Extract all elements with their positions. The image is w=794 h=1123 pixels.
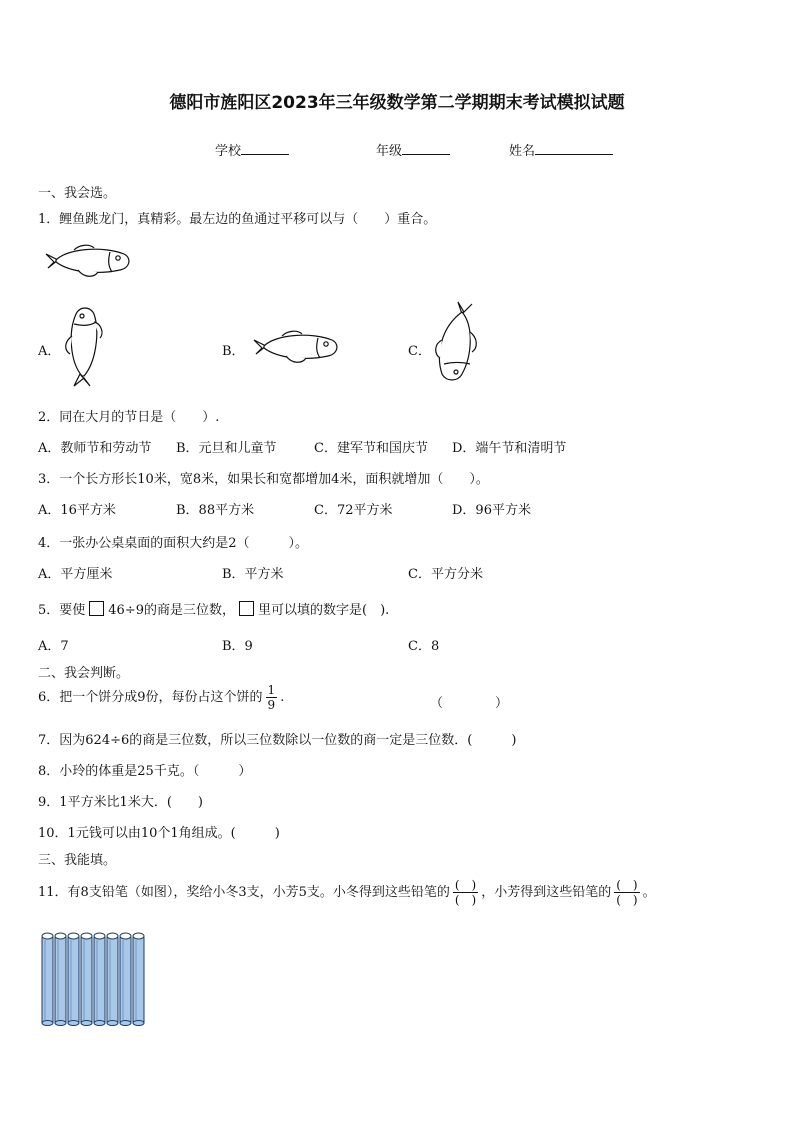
- name-field: [509, 140, 613, 159]
- name-label: 姓名: [509, 144, 536, 159]
- fish-option-a-image: [60, 302, 110, 388]
- q11-text-1: 11．有8支铅笔（如图），奖给小冬3支，小芳5支。小冬得到这些铅笔的: [38, 885, 450, 900]
- q3-option-b[interactable]: B．88平方米: [176, 503, 255, 518]
- q11-text-end: 。: [642, 885, 656, 900]
- q4-option-c[interactable]: C．平方分米: [408, 567, 483, 582]
- pencil-icon: [94, 933, 105, 1026]
- question-7: 7．因为624÷6的商是三位数，所以三位数除以一位数的商一定是三位数．( ): [38, 733, 517, 748]
- school-field: [215, 140, 289, 159]
- question-3: 3．一个长方形长10米，宽8米，如果长和宽都增加4米，面积就增加（ ）。: [38, 472, 489, 487]
- q4-option-a[interactable]: A．平方厘米: [38, 567, 113, 582]
- q1-option-a[interactable]: A．: [38, 344, 61, 359]
- q3-option-c[interactable]: C．72平方米: [314, 503, 393, 518]
- pencil-icon: [81, 933, 92, 1026]
- grade-label: 年级: [376, 144, 403, 159]
- pencil-icon: [55, 933, 66, 1026]
- school-blank[interactable]: [241, 142, 289, 155]
- question-2: 2．同在大月的节日是（ ）.: [38, 410, 220, 425]
- pencil-group: [42, 933, 144, 1026]
- pencil-icon: [120, 933, 131, 1026]
- page-title: 德阳市旌阳区2023年三年级数学第二学期期末考试模拟试题: [169, 93, 625, 113]
- q11-fraction-2[interactable]: [614, 878, 639, 907]
- q2-option-d[interactable]: D．端午节和清明节: [452, 441, 567, 456]
- fish-option-b-image: [252, 326, 342, 370]
- q6-text-end: .: [280, 690, 285, 705]
- q5-text-pre: 5．要使: [38, 603, 86, 618]
- question-11: [38, 878, 656, 907]
- q5-option-b[interactable]: B．9: [222, 639, 253, 654]
- section-heading-judge: 二、我会判断。: [38, 666, 130, 681]
- q11-fraction-1-denominator: ( ): [454, 893, 477, 907]
- q5-text-mid: 46÷9的商是三位数，: [108, 603, 235, 618]
- q11-fraction-2-denominator: ( ): [616, 893, 638, 907]
- q6-answer-blank[interactable]: （ ）: [430, 696, 509, 711]
- q6-fraction-denominator: 9: [267, 698, 276, 712]
- section-heading-choose: 一、我会选。: [38, 186, 117, 201]
- q3-option-d[interactable]: D．96平方米: [452, 503, 531, 518]
- q1-option-b[interactable]: B．: [222, 344, 245, 359]
- q3-option-a[interactable]: A．16平方米: [38, 503, 116, 518]
- q1-option-c[interactable]: C．: [408, 344, 431, 359]
- q5-text-post: 里可以填的数字是( ).: [258, 603, 390, 618]
- q4-option-b[interactable]: B．平方米: [222, 567, 284, 582]
- question-9: 9．1平方米比1米大．( ): [38, 795, 203, 810]
- q5-blank-box-1[interactable]: [89, 601, 104, 616]
- q5-option-a[interactable]: A．7: [38, 639, 69, 654]
- q6-fraction: [266, 683, 278, 712]
- school-label: 学校: [215, 144, 242, 159]
- pencil-icon: [133, 933, 144, 1026]
- q6-text: 6．把一个饼分成9份，每份占这个饼的: [38, 690, 263, 705]
- name-blank[interactable]: [535, 142, 613, 155]
- q5-option-c[interactable]: C．8: [408, 639, 440, 654]
- pencil-icon: [107, 933, 118, 1026]
- question-10: 10．1元钱可以由10个1角组成。( ): [38, 826, 280, 841]
- q11-fraction-1-numerator: ( ): [454, 878, 477, 892]
- q2-option-a[interactable]: A．教师节和劳动节: [38, 441, 152, 456]
- q5-blank-box-2[interactable]: [239, 601, 254, 616]
- q2-option-c[interactable]: C．建军节和国庆节: [314, 441, 428, 456]
- question-4: 4．一张办公桌桌面的面积大约是2（ ）。: [38, 536, 309, 551]
- grade-blank[interactable]: [402, 142, 450, 155]
- question-1: 1．鲤鱼跳龙门，真精彩。最左边的鱼通过平移可以与（ ）重合。: [38, 212, 437, 227]
- grade-field: [376, 140, 450, 159]
- fish-reference-image: [44, 240, 134, 284]
- pencil-icon: [68, 933, 79, 1026]
- fish-option-c-image: [432, 300, 482, 386]
- question-8: 8．小玲的体重是25千克。（ ）: [38, 764, 252, 779]
- question-6: [38, 683, 284, 712]
- q11-fraction-2-numerator: ( ): [616, 878, 638, 892]
- q2-option-b[interactable]: B．元旦和儿童节: [176, 441, 277, 456]
- question-5: [38, 599, 389, 618]
- pencils-image: [40, 930, 148, 1028]
- q11-text-2: ，小芳得到这些铅笔的: [481, 885, 612, 900]
- q6-fraction-numerator: 1: [267, 683, 276, 697]
- pencil-icon: [42, 933, 53, 1026]
- section-heading-fill: 三、我能填。: [38, 853, 117, 868]
- q11-fraction-1[interactable]: [453, 878, 478, 907]
